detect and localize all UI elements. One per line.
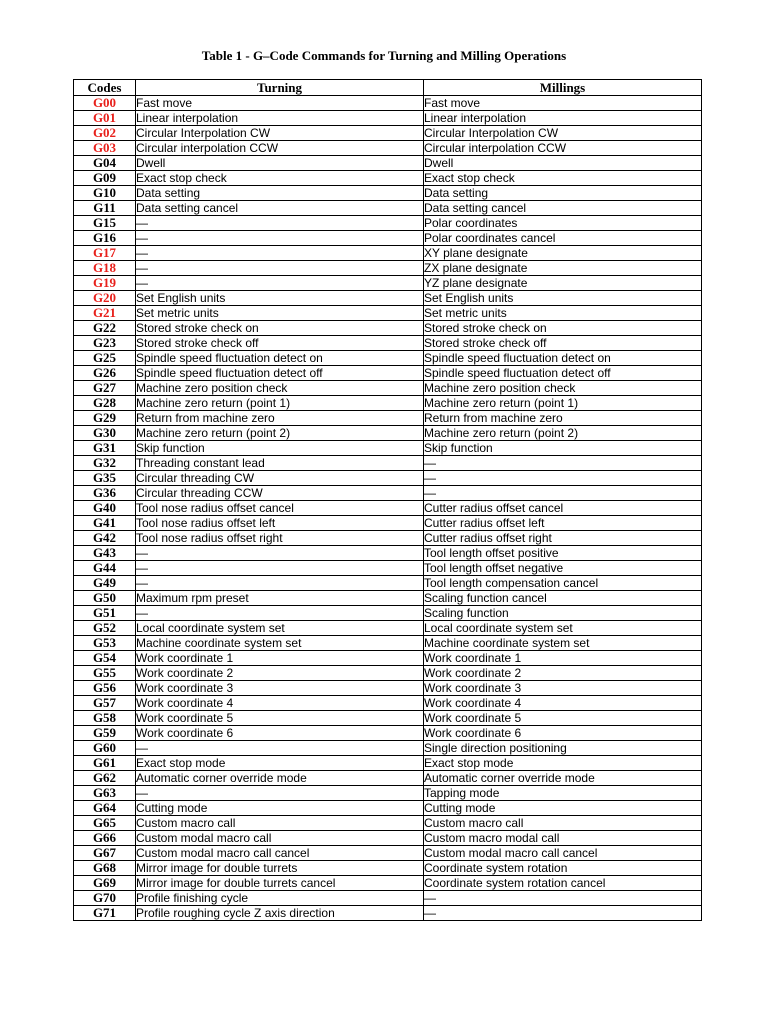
turning-cell: Machine zero return (point 2)	[136, 426, 424, 441]
table-row	[74, 321, 702, 336]
turning-cell: Maximum rpm preset	[136, 591, 424, 606]
code-cell: G58	[74, 711, 136, 726]
turning-cell: —	[136, 576, 424, 591]
table-row	[74, 216, 702, 231]
turning-cell: Work coordinate 2	[136, 666, 424, 681]
turning-cell: Work coordinate 5	[136, 711, 424, 726]
table-row	[74, 456, 702, 471]
table-row	[74, 576, 702, 591]
code-cell: G16	[74, 231, 136, 246]
gcode-table	[73, 79, 702, 921]
header-row	[74, 80, 702, 96]
milling-cell: Machine zero position check	[424, 381, 702, 396]
turning-cell: Custom macro call	[136, 816, 424, 831]
table-row	[74, 156, 702, 171]
code-cell: G68	[74, 861, 136, 876]
code-cell: G02	[74, 126, 136, 141]
code-cell: G57	[74, 696, 136, 711]
table-row	[74, 141, 702, 156]
table-row	[74, 516, 702, 531]
milling-cell: —	[424, 456, 702, 471]
milling-cell: Tool length compensation cancel	[424, 576, 702, 591]
code-cell: G43	[74, 546, 136, 561]
turning-cell: Set English units	[136, 291, 424, 306]
header-milling: Millings	[424, 80, 702, 96]
milling-cell: Polar coordinates	[424, 216, 702, 231]
table-row	[74, 861, 702, 876]
milling-cell: Spindle speed fluctuation detect on	[424, 351, 702, 366]
turning-cell: Spindle speed fluctuation detect off	[136, 366, 424, 381]
table-row	[74, 906, 702, 921]
table-row	[74, 561, 702, 576]
milling-cell: Stored stroke check on	[424, 321, 702, 336]
table-row	[74, 546, 702, 561]
milling-cell: Scaling function	[424, 606, 702, 621]
milling-cell: Local coordinate system set	[424, 621, 702, 636]
turning-cell: Fast move	[136, 96, 424, 111]
turning-cell: Machine coordinate system set	[136, 636, 424, 651]
turning-cell: Stored stroke check on	[136, 321, 424, 336]
code-cell: G65	[74, 816, 136, 831]
milling-cell: YZ plane designate	[424, 276, 702, 291]
table-row	[74, 171, 702, 186]
milling-cell: Exact stop mode	[424, 756, 702, 771]
code-cell: G27	[74, 381, 136, 396]
turning-cell: Threading constant lead	[136, 456, 424, 471]
turning-cell: Exact stop mode	[136, 756, 424, 771]
turning-cell: Skip function	[136, 441, 424, 456]
milling-cell: Stored stroke check off	[424, 336, 702, 351]
table-row	[74, 591, 702, 606]
milling-cell: Set English units	[424, 291, 702, 306]
code-cell: G35	[74, 471, 136, 486]
table-row	[74, 831, 702, 846]
milling-cell: Cutter radius offset right	[424, 531, 702, 546]
table-row	[74, 711, 702, 726]
code-cell: G22	[74, 321, 136, 336]
turning-cell: Circular interpolation CCW	[136, 141, 424, 156]
table-row	[74, 696, 702, 711]
table-row	[74, 786, 702, 801]
code-cell: G70	[74, 891, 136, 906]
turning-cell: Spindle speed fluctuation detect on	[136, 351, 424, 366]
table-row	[74, 186, 702, 201]
code-cell: G54	[74, 651, 136, 666]
turning-cell: —	[136, 606, 424, 621]
milling-cell: Cutter radius offset left	[424, 516, 702, 531]
table-row	[74, 471, 702, 486]
milling-cell: Coordinate system rotation cancel	[424, 876, 702, 891]
table-row	[74, 531, 702, 546]
code-cell: G09	[74, 171, 136, 186]
milling-cell: Circular interpolation CCW	[424, 141, 702, 156]
code-cell: G17	[74, 246, 136, 261]
table-row	[74, 426, 702, 441]
turning-cell: —	[136, 231, 424, 246]
milling-cell: Custom macro modal call	[424, 831, 702, 846]
milling-cell: Single direction positioning	[424, 741, 702, 756]
table-row	[74, 336, 702, 351]
code-cell: G31	[74, 441, 136, 456]
milling-cell: Return from machine zero	[424, 411, 702, 426]
code-cell: G53	[74, 636, 136, 651]
table-row	[74, 96, 702, 111]
turning-cell: Profile roughing cycle Z axis direction	[136, 906, 424, 921]
table-row	[74, 276, 702, 291]
milling-cell: —	[424, 891, 702, 906]
turning-cell: Profile finishing cycle	[136, 891, 424, 906]
table-row	[74, 726, 702, 741]
turning-cell: Tool nose radius offset right	[136, 531, 424, 546]
table-body	[74, 96, 702, 921]
code-cell: G15	[74, 216, 136, 231]
milling-cell: Linear interpolation	[424, 111, 702, 126]
table-row	[74, 291, 702, 306]
milling-cell: Machine coordinate system set	[424, 636, 702, 651]
table-row	[74, 741, 702, 756]
turning-cell: Data setting	[136, 186, 424, 201]
turning-cell: Machine zero position check	[136, 381, 424, 396]
code-cell: G01	[74, 111, 136, 126]
code-cell: G69	[74, 876, 136, 891]
milling-cell: Work coordinate 2	[424, 666, 702, 681]
turning-cell: —	[136, 561, 424, 576]
code-cell: G26	[74, 366, 136, 381]
table-row	[74, 501, 702, 516]
code-cell: G71	[74, 906, 136, 921]
code-cell: G51	[74, 606, 136, 621]
code-cell: G25	[74, 351, 136, 366]
table-row	[74, 636, 702, 651]
turning-cell: —	[136, 741, 424, 756]
code-cell: G59	[74, 726, 136, 741]
code-cell: G55	[74, 666, 136, 681]
milling-cell: Work coordinate 4	[424, 696, 702, 711]
table-row	[74, 441, 702, 456]
table-row	[74, 486, 702, 501]
milling-cell: —	[424, 906, 702, 921]
turning-cell: —	[136, 276, 424, 291]
milling-cell: Tool length offset positive	[424, 546, 702, 561]
turning-cell: —	[136, 216, 424, 231]
milling-cell: XY plane designate	[424, 246, 702, 261]
milling-cell: Work coordinate 3	[424, 681, 702, 696]
milling-cell: Custom modal macro call cancel	[424, 846, 702, 861]
table-row	[74, 651, 702, 666]
milling-cell: Data setting cancel	[424, 201, 702, 216]
table-row	[74, 621, 702, 636]
code-cell: G21	[74, 306, 136, 321]
turning-cell: Automatic corner override mode	[136, 771, 424, 786]
header-turning: Turning	[136, 80, 424, 96]
milling-cell: Machine zero return (point 2)	[424, 426, 702, 441]
table-row	[74, 891, 702, 906]
milling-cell: Custom macro call	[424, 816, 702, 831]
table-row	[74, 351, 702, 366]
code-cell: G66	[74, 831, 136, 846]
milling-cell: —	[424, 486, 702, 501]
table-caption: Table 1 - G–Code Commands for Turning and Milling Operations	[201, 48, 567, 63]
table-row	[74, 771, 702, 786]
turning-cell: Work coordinate 3	[136, 681, 424, 696]
code-cell: G41	[74, 516, 136, 531]
milling-cell: Set metric units	[424, 306, 702, 321]
milling-cell: —	[424, 471, 702, 486]
table-row	[74, 246, 702, 261]
milling-cell: Machine zero return (point 1)	[424, 396, 702, 411]
milling-cell: Data setting	[424, 186, 702, 201]
turning-cell: —	[136, 261, 424, 276]
milling-cell: Work coordinate 5	[424, 711, 702, 726]
milling-cell: Work coordinate 6	[424, 726, 702, 741]
code-cell: G30	[74, 426, 136, 441]
code-cell: G36	[74, 486, 136, 501]
table-row	[74, 411, 702, 426]
code-cell: G67	[74, 846, 136, 861]
table-row	[74, 756, 702, 771]
code-cell: G60	[74, 741, 136, 756]
turning-cell: Mirror image for double turrets cancel	[136, 876, 424, 891]
code-cell: G50	[74, 591, 136, 606]
table-row	[74, 126, 702, 141]
milling-cell: Dwell	[424, 156, 702, 171]
table-row	[74, 201, 702, 216]
turning-cell: Work coordinate 1	[136, 651, 424, 666]
turning-cell: Dwell	[136, 156, 424, 171]
code-cell: G56	[74, 681, 136, 696]
milling-cell: Tool length offset negative	[424, 561, 702, 576]
turning-cell: Tool nose radius offset cancel	[136, 501, 424, 516]
code-cell: G10	[74, 186, 136, 201]
table-row	[74, 816, 702, 831]
milling-cell: ZX plane designate	[424, 261, 702, 276]
table-row	[74, 381, 702, 396]
code-cell: G28	[74, 396, 136, 411]
table-row	[74, 261, 702, 276]
code-cell: G04	[74, 156, 136, 171]
code-cell: G63	[74, 786, 136, 801]
turning-cell: Mirror image for double turrets	[136, 861, 424, 876]
code-cell: G18	[74, 261, 136, 276]
turning-cell: Work coordinate 6	[136, 726, 424, 741]
code-cell: G52	[74, 621, 136, 636]
table-row	[74, 846, 702, 861]
code-cell: G62	[74, 771, 136, 786]
code-cell: G42	[74, 531, 136, 546]
code-cell: G49	[74, 576, 136, 591]
turning-cell: Custom modal macro call	[136, 831, 424, 846]
milling-cell: Fast move	[424, 96, 702, 111]
code-cell: G20	[74, 291, 136, 306]
turning-cell: Machine zero return (point 1)	[136, 396, 424, 411]
code-cell: G23	[74, 336, 136, 351]
turning-cell: Data setting cancel	[136, 201, 424, 216]
code-cell: G32	[74, 456, 136, 471]
turning-cell: Linear interpolation	[136, 111, 424, 126]
code-cell: G64	[74, 801, 136, 816]
milling-cell: Spindle speed fluctuation detect off	[424, 366, 702, 381]
milling-cell: Automatic corner override mode	[424, 771, 702, 786]
turning-cell: Return from machine zero	[136, 411, 424, 426]
turning-cell: Local coordinate system set	[136, 621, 424, 636]
turning-cell: —	[136, 786, 424, 801]
table-row	[74, 111, 702, 126]
milling-cell: Coordinate system rotation	[424, 861, 702, 876]
code-cell: G00	[74, 96, 136, 111]
code-cell: G11	[74, 201, 136, 216]
table-row	[74, 366, 702, 381]
code-cell: G61	[74, 756, 136, 771]
table-row	[74, 666, 702, 681]
turning-cell: Circular threading CW	[136, 471, 424, 486]
code-cell: G29	[74, 411, 136, 426]
table-row	[74, 396, 702, 411]
milling-cell: Tapping mode	[424, 786, 702, 801]
milling-cell: Cutter radius offset cancel	[424, 501, 702, 516]
turning-cell: Circular threading CCW	[136, 486, 424, 501]
turning-cell: Set metric units	[136, 306, 424, 321]
turning-cell: Tool nose radius offset left	[136, 516, 424, 531]
milling-cell: Polar coordinates cancel	[424, 231, 702, 246]
milling-cell: Skip function	[424, 441, 702, 456]
turning-cell: Stored stroke check off	[136, 336, 424, 351]
turning-cell: Cutting mode	[136, 801, 424, 816]
milling-cell: Work coordinate 1	[424, 651, 702, 666]
table-row	[74, 801, 702, 816]
table-row	[74, 681, 702, 696]
code-cell: G19	[74, 276, 136, 291]
header-codes: Codes	[74, 80, 136, 96]
milling-cell: Exact stop check	[424, 171, 702, 186]
code-cell: G03	[74, 141, 136, 156]
table-row	[74, 306, 702, 321]
turning-cell: Custom modal macro call cancel	[136, 846, 424, 861]
code-cell: G44	[74, 561, 136, 576]
table-row	[74, 876, 702, 891]
code-cell: G40	[74, 501, 136, 516]
table-header	[74, 80, 702, 96]
table-row	[74, 231, 702, 246]
turning-cell: Circular Interpolation CW	[136, 126, 424, 141]
turning-cell: Work coordinate 4	[136, 696, 424, 711]
turning-cell: —	[136, 246, 424, 261]
turning-cell: —	[136, 546, 424, 561]
milling-cell: Cutting mode	[424, 801, 702, 816]
milling-cell: Circular Interpolation CW	[424, 126, 702, 141]
milling-cell: Scaling function cancel	[424, 591, 702, 606]
table-row	[74, 606, 702, 621]
turning-cell: Exact stop check	[136, 171, 424, 186]
